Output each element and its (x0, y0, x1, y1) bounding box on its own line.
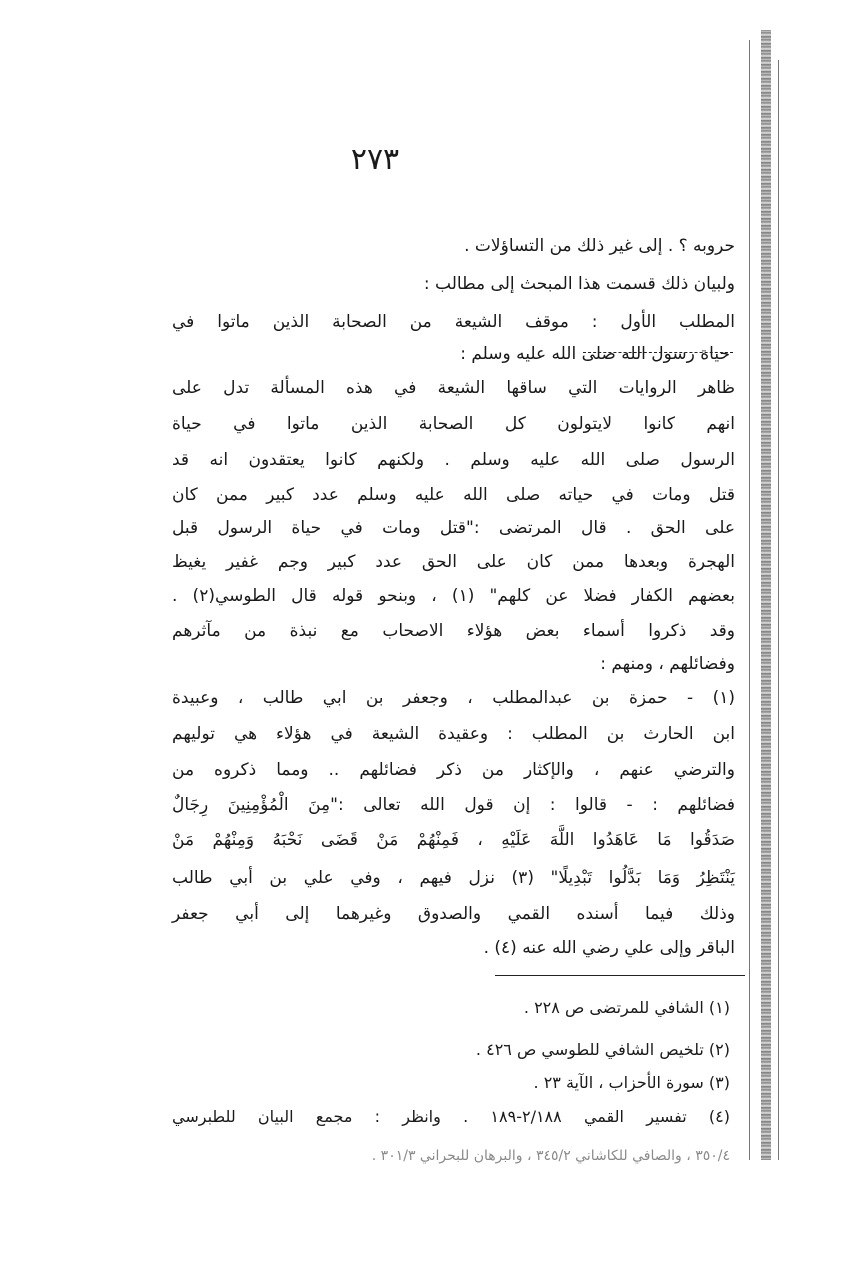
section-heading: المطلب الأول : موقف الشيعة من الصحابة الذين ماتوا في (172, 312, 735, 332)
body-line: والترضي عنهم ، والإكثار من ذكر فضائلهم .. ومما ذكروه من (172, 760, 735, 780)
body-line: وفضائلهم ، ومنهم : (600, 654, 735, 674)
body-line: (١) - حمزة بن عبدالمطلب ، وجعفر بن ابي طالب ، وعبيدة (172, 688, 735, 708)
dashed-separator (583, 352, 733, 353)
body-line: وقد ذكروا أسماء بعض هؤلاء الاصحاب مع نبذة من مآثرهم (172, 621, 735, 641)
body-line: بعضهم الكفار فضلا عن كلهم" (١) ، وبنحو قوله قال الطوسي(٢) . (172, 586, 735, 606)
footnote: (٤) تفسير القمي ٢/١٨٨-١٨٩ . وانظر : مجمع البيان للطبرسي (172, 1107, 730, 1126)
quran-verse-line: صَدَقُوا مَا عَاهَدُوا اللَّهَ عَلَيْهِ ، فَمِنْهُمْ مَنْ قَضَى نَحْبَهُ وَمِنْهُمْ مَنْ (172, 830, 735, 850)
body-line: وذلك فيما أسنده القمي والصدوق وغيرهما إلى أبي جعفر (172, 904, 735, 924)
quran-verse-line: يَنْتَظِرُ وَمَا بَدَّلُوا تَبْدِيلًا" (٣) نزل فيهم ، وفي علي بن أبي طالب (172, 868, 735, 888)
body-line: على الحق . قال المرتضى :"قتل ومات في حياة الرسول قبل (172, 518, 735, 538)
page-number: ٢٧٣ (350, 142, 400, 177)
section-heading-continued: حياة رسول الله صلى الله عليه وسلم : (460, 344, 730, 364)
body-line: انهم كانوا لايتولون كل الصحابة الذين ماتوا في حياة (172, 414, 735, 434)
quran-verse-line: فضائلهم : - قالوا : إن قول الله تعالى :"مِنَ الْمُؤْمِنِينَ رِجَالٌ (172, 795, 735, 815)
footnote: (٢) تلخيص الشافي للطوسي ص ٤٢٦ . (475, 1040, 730, 1059)
scan-edge-line (749, 40, 750, 1160)
footnote: (١) الشافي للمرتضى ص ٢٢٨ . (523, 998, 730, 1017)
body-line: ابن الحارث بن المطلب : وعقيدة الشيعة في هؤلاء هي توليهم (172, 724, 735, 744)
footnote-continued: ٣٥٠/٤ ، والصافي للكاشاني ٣٤٥/٢ ، والبرهان للبحراني ٣٠١/٣ . (371, 1148, 730, 1164)
body-line: الباقر وإلى علي رضي الله عنه (٤) . (483, 938, 735, 958)
body-line: الهجرة وبعدها ممن كان على الحق عدد كبير وجم غفير يغيظ (172, 552, 735, 572)
body-line: الرسول صلى الله عليه وسلم . ولكنهم كانوا يعتقدون انه قد (172, 450, 735, 470)
body-line: حروبه ؟ . إلى غير ذلك من التساؤلات . (464, 236, 735, 256)
scan-edge-line (778, 60, 779, 1160)
footnote: (٣) سورة الأحزاب ، الآية ٢٣ . (533, 1073, 730, 1092)
footnote-rule (495, 975, 745, 976)
body-line: ظاهر الروايات التي ساقها الشيعة في هذه المسألة تدل على (172, 378, 735, 398)
body-line: قتل ومات في حياته صلى الله عليه وسلم عدد كبير ممن كان (172, 485, 735, 505)
body-line: ولبيان ذلك قسمت هذا المبحث إلى مطالب : (423, 274, 735, 294)
scan-edge-noise (761, 30, 771, 1160)
